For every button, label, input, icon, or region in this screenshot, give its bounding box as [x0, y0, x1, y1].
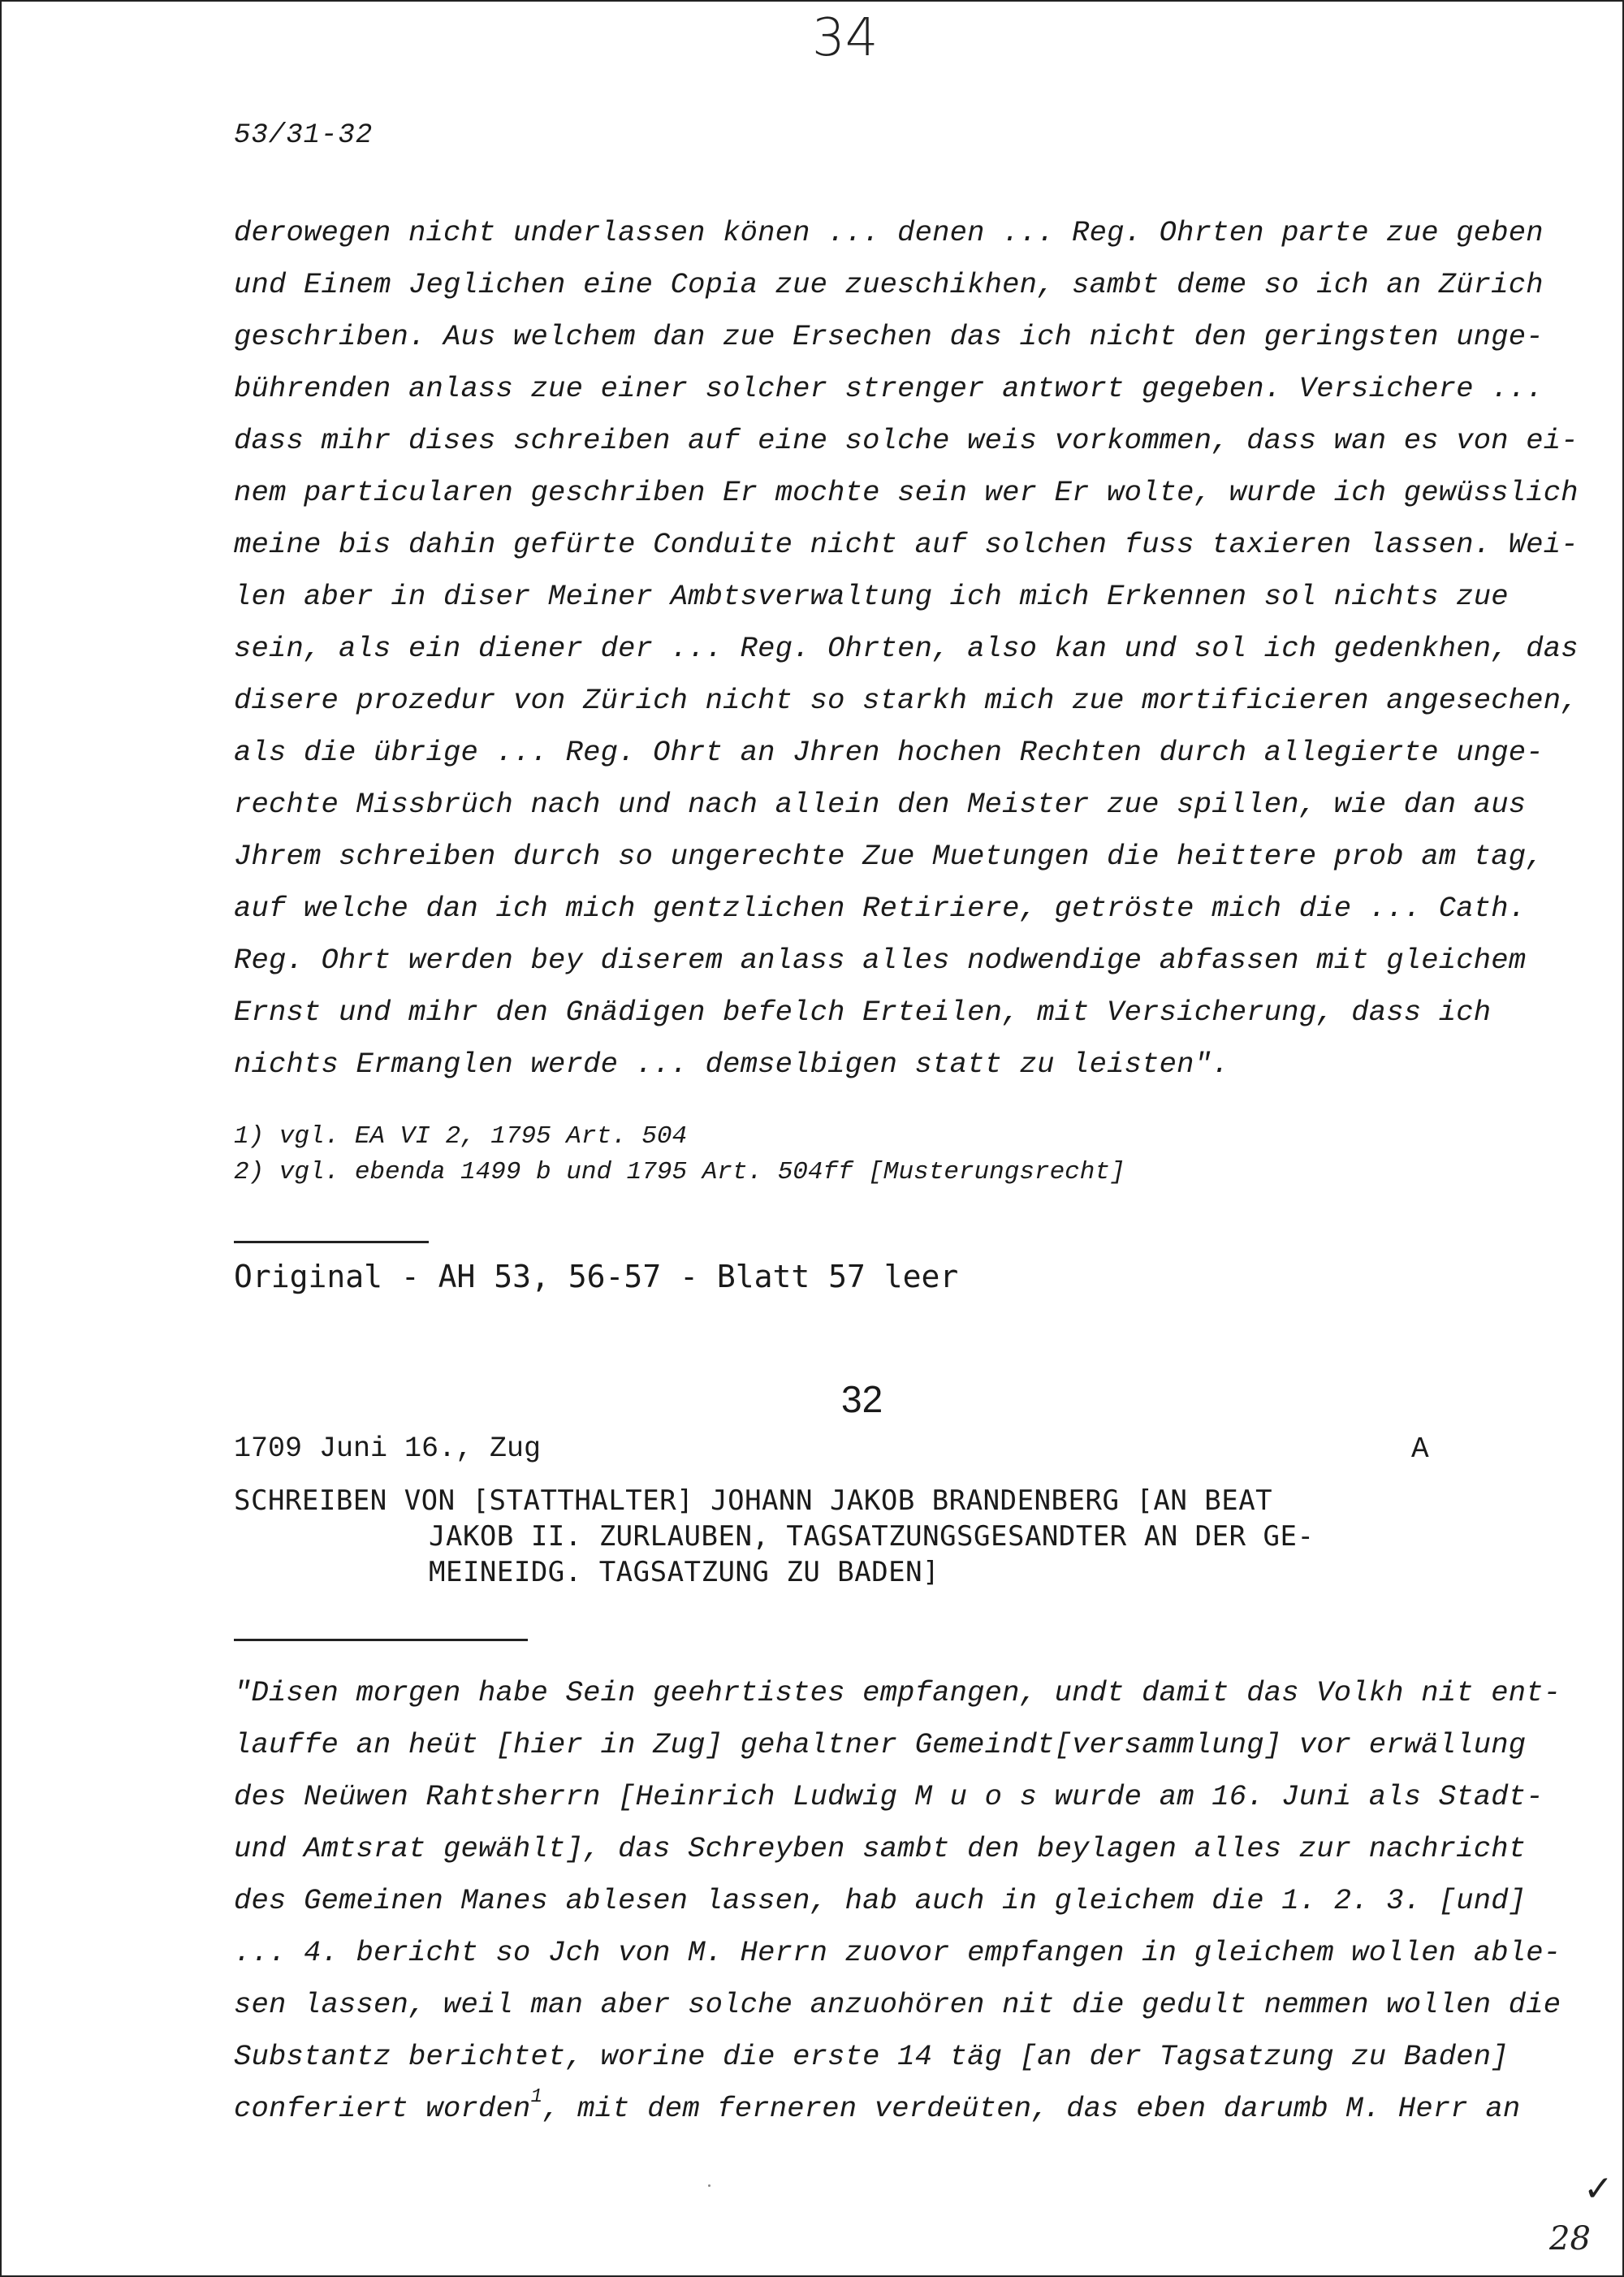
text-line: "Disen morgen habe Sein geehrtistes empfangen, undt damit das Volkh nit ent- [234, 1676, 1561, 1709]
text-line: len aber in diser Meiner Ambtsverwaltung ich mich Erkennen sol nichts zue [234, 580, 1509, 613]
text-line: nichts Ermanglen werde ... demselbigen statt zu leisten". [234, 1048, 1229, 1081]
check-mark-icon: ✓ [1583, 2168, 1613, 2210]
text-line [234, 2086, 1521, 2125]
text-line: Substantz berichtet, worine die erste 14 täg [an der Tagsatzung zu Baden] [234, 2040, 1509, 2073]
text-line: rechte Missbrüch nach und nach allein den Meister zue spillen, wie dan aus [234, 788, 1527, 821]
text-line: bührenden anlass zue einer solcher strenger antwort gegeben. Versichere ... [234, 372, 1544, 405]
archive-reference: 53/31-32 [234, 120, 374, 151]
separator-rule [234, 1241, 429, 1243]
text-line: derowegen nicht underlassen könen ... denen ... Reg. Ohrten parte zue geben [234, 216, 1544, 249]
text-line: disere prozedur von Zürich nicht so starkh mich zue mortificieren angesechen, [234, 684, 1579, 717]
footnote: 2) vgl. ebenda 1499 b und 1795 Art. 504ff [Musterungsrecht] [234, 1158, 1125, 1186]
text-line: und Amtsrat gewählt], das Schreyben sambt den beylagen alles zur nachricht [234, 1832, 1527, 1865]
separator-rule [234, 1639, 528, 1641]
text-line: nem particularen geschriben Er mochte sein wer Er wolte, wurde ich gewüsslich [234, 476, 1579, 509]
text-line: meine bis dahin gefürte Conduite nicht auf solchen fuss taxieren lassen. Wei- [234, 528, 1579, 561]
text-line: als die übrige ... Reg. Ohrt an Jhren hochen Rechten durch allegierte unge- [234, 736, 1544, 769]
footnote-reference: 1 [530, 2086, 543, 2108]
text-line: des Neüwen Rahtsherrn [Heinrich Ludwig M u o s wurde am 16. Juni als Stadt- [234, 1780, 1544, 1813]
document-heading-line: MEINEIDG. TAGSATZUNG ZU BADEN] [429, 1556, 940, 1588]
footnote: 1) vgl. EA VI 2, 1795 Art. 504 [234, 1122, 688, 1151]
text-line: sein, als ein diener der ... Reg. Ohrten, also kan und sol ich gedenkhen, das [234, 632, 1579, 665]
text-line: Ernst und mihr den Gnädigen befelch Erteilen, mit Versicherung, dass ich [234, 996, 1492, 1029]
text-fragment: , mit dem ferneren verdeüten, das eben darumb M. Herr an [542, 2092, 1521, 2125]
text-line: und Einem Jeglichen eine Copia zue zueschikhen, sambt deme so ich an Zürich [234, 268, 1544, 301]
handwritten-page-number: 34 [812, 8, 879, 68]
text-line: Reg. Ohrt werden bey diserem anlass alles nodwendige abfassen mit gleichem [234, 944, 1527, 977]
text-fragment: conferiert worden [234, 2092, 531, 2125]
date-place: 1709 Juni 16., Zug [234, 1432, 542, 1465]
text-line: Jhrem schreiben durch so ungerechte Zue Muetungen die heittere prob am tag, [234, 840, 1544, 873]
document-type-letter: A [1411, 1432, 1429, 1466]
document-number: 32 [841, 1378, 883, 1420]
text-line: lauffe an heüt [hier in Zug] gehaltner Gemeindt[versammlung] vor erwällung [234, 1728, 1527, 1761]
scan-speck [708, 2184, 710, 2187]
document-heading-line: JAKOB II. ZURLAUBEN, TAGSATZUNGSGESANDTER AN DER GE- [429, 1520, 1315, 1553]
text-line: des Gemeinen Manes ablesen lassen, hab auch in gleichem die 1. 2. 3. [und] [234, 1884, 1527, 1917]
text-line: auf welche dan ich mich gentzlichen Retiriere, getröste mich die ... Cath. [234, 892, 1527, 925]
document-heading-line: SCHREIBEN VON [STATTHALTER] JOHANN JAKOB BRANDENBERG [AN BEAT [234, 1484, 1273, 1517]
text-line: dass mihr dises schreiben auf eine solche weis vorkommen, dass wan es von ei- [234, 424, 1579, 457]
original-source-note: Original - AH 53, 56-57 - Blatt 57 leer [234, 1259, 959, 1294]
text-line: ... 4. bericht so Jch von M. Herrn zuovor empfangen in gleichem wollen able- [234, 1936, 1561, 1969]
text-line: geschriben. Aus welchem dan zue Ersechen das ich nicht den geringsten unge- [234, 320, 1544, 353]
text-line: sen lassen, weil man aber solche anzuohören nit die gedult nemmen wollen die [234, 1988, 1561, 2021]
handwritten-folio-number: 28 [1549, 2220, 1591, 2258]
